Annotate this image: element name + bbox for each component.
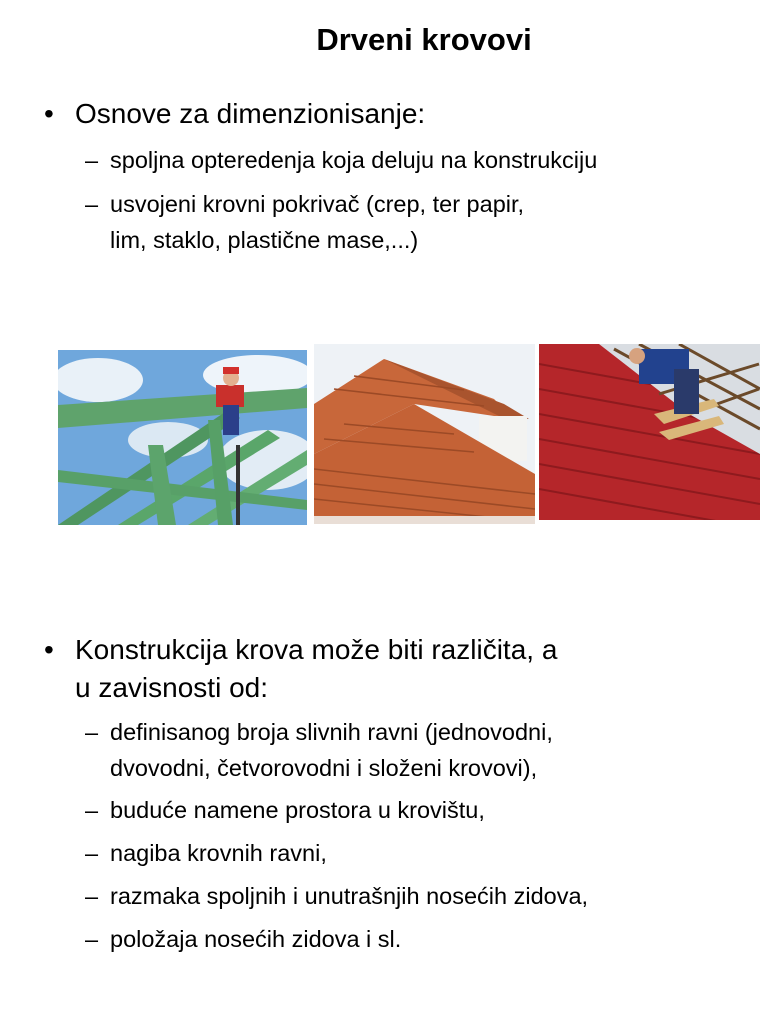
sub-item-text: položaja nosećih zidova i sl. xyxy=(110,926,402,952)
sub-item-text: usvojeni krovni pokrivač (crep, ter papir, xyxy=(110,191,525,217)
sub-item-text: razmaka spoljnih i unutrašnjih nosećih zidova, xyxy=(110,883,589,909)
bullet-heading: Osnove za dimenzionisanje: xyxy=(75,98,426,129)
dash: – xyxy=(85,191,99,217)
dash: – xyxy=(85,840,99,866)
bullet-dot: • xyxy=(44,98,54,129)
bullet-heading: u zavisnosti od: xyxy=(75,672,268,703)
sub-item-text: spoljna opteredenja koja deluju na konstrukciju xyxy=(110,147,598,173)
dash: – xyxy=(85,719,99,745)
sub-item-text: nagiba krovnih ravni, xyxy=(110,840,327,866)
photo-tile-roof xyxy=(314,344,535,524)
photo-corrugated-roof xyxy=(539,344,760,520)
sub-item-text: lim, staklo, plastične mase,...) xyxy=(110,227,419,253)
dash: – xyxy=(85,926,99,952)
bullet-heading: Konstrukcija krova može biti različita, a xyxy=(75,634,558,665)
bullet-dot: • xyxy=(44,634,54,665)
dash: – xyxy=(85,883,99,909)
sub-item-text: buduće namene prostora u krovištu, xyxy=(110,797,485,823)
sub-item-text: definisanog broja slivnih ravni (jednovodni, xyxy=(110,719,553,745)
photo-timber-truss xyxy=(58,350,307,525)
slide-title: Drveni krovovi xyxy=(316,22,532,57)
dash: – xyxy=(85,797,99,823)
sub-item-text: dvovodni, četvorovodni i složeni krovovi), xyxy=(110,755,538,781)
dash: – xyxy=(85,147,99,173)
